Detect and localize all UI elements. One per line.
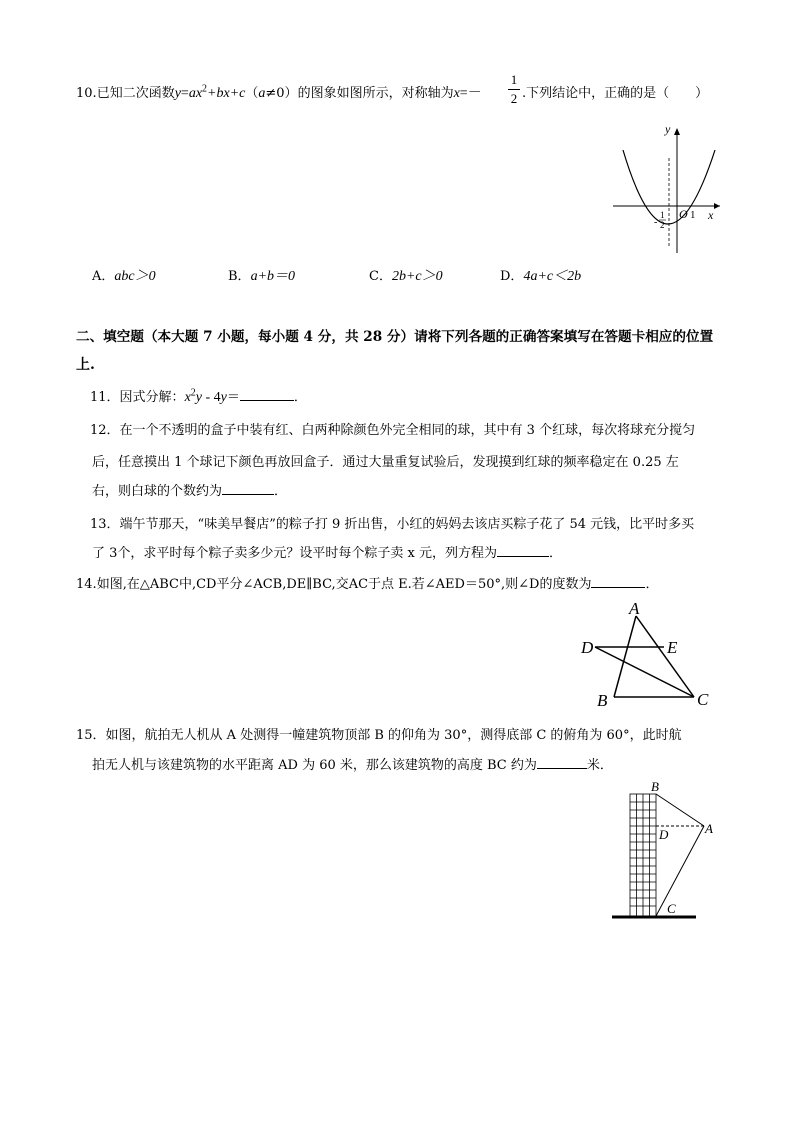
q10-option-b-label: B． xyxy=(228,269,251,284)
q13-line2 xyxy=(92,542,562,561)
q14-label-c: C xyxy=(697,690,709,709)
q10-option-c-expr: 2b+c＞0 xyxy=(391,269,443,284)
q10-option-a[interactable] xyxy=(92,265,156,285)
graph-label-half-num: 1 xyxy=(660,210,665,220)
q10-var-y: y xyxy=(174,86,181,101)
q10-sup: 2 xyxy=(202,83,208,95)
q11-sup: 2 xyxy=(190,387,196,399)
q15-answer-blank[interactable] xyxy=(537,754,587,769)
q12-answer-blank[interactable] xyxy=(222,480,274,495)
q14-label-e: E xyxy=(667,638,678,657)
segment-cd xyxy=(595,647,694,697)
x-axis-arrow-icon xyxy=(714,203,720,209)
q12-line2: 后，任意摸出 1 个球记下颜色再放回盒子．通过大量重复试验后，发现摸到红球的频率稳定在 0.25 左 xyxy=(92,455,679,470)
q11-number: 11． xyxy=(90,390,120,405)
y-axis-arrow-icon xyxy=(674,128,680,135)
q10-stem-text-a: 已知二次函数 xyxy=(96,86,175,101)
q11-answer-blank[interactable] xyxy=(240,386,294,401)
q10-option-c-label: C． xyxy=(369,269,392,284)
q10-cond-ne: ≠0） xyxy=(265,86,298,101)
q11-eq: ＝ xyxy=(226,390,240,405)
q10-var-ax: ax xyxy=(188,86,203,101)
q15-line1 xyxy=(76,724,682,743)
q12-line3-text: 右，则白球的个数约为 xyxy=(92,484,223,499)
q15-line2 xyxy=(92,754,613,773)
segment-ac xyxy=(636,616,694,697)
q15-label-b: B xyxy=(651,779,659,794)
q10-eq-rest: +bx+c xyxy=(207,86,246,101)
q14-answer-blank[interactable] xyxy=(591,573,645,588)
q15-label-c: C xyxy=(667,901,676,916)
section-2-title-cont: 上. xyxy=(76,357,95,373)
q11-var-y: y xyxy=(195,390,202,405)
q10-option-d-label: D． xyxy=(500,269,524,284)
graph-label-one: 1 xyxy=(690,209,696,221)
graph-label-minus: - xyxy=(654,217,658,228)
q14-label-a: A xyxy=(629,599,640,618)
q12-line1-text: 在一个不透明的盒子中装有红、白两种除颜色外完全相同的球，其中有 3 个红球，每次将球充分搅匀 xyxy=(119,423,696,438)
graph-label-origin: O xyxy=(679,207,688,221)
q10-frac xyxy=(508,72,520,107)
q11 xyxy=(90,386,307,406)
q10-frac-num: 1 xyxy=(510,72,518,87)
q10-option-a-label: A． xyxy=(92,269,115,284)
q15-label-d: D xyxy=(659,827,669,842)
q12-end: ． xyxy=(274,484,288,499)
q14-label-b: B xyxy=(597,691,608,710)
q13-answer-blank[interactable] xyxy=(497,542,549,557)
q13-line1-text: 端午节那天，“味美早餐店”的粽子打 9 折出售，小红的妈妈去该店买粽子花了 54 元钱，比平时多买 xyxy=(119,517,695,532)
q10-option-d[interactable] xyxy=(500,265,581,285)
q14-triangle-figure xyxy=(578,598,718,710)
q15-number: 15． xyxy=(76,728,106,743)
q11-var-y2: y xyxy=(220,390,227,405)
segment-ab xyxy=(656,794,704,826)
q10-parabola-graph xyxy=(605,118,730,258)
q14-number: 14. xyxy=(76,577,97,592)
q15-end: 米． xyxy=(586,758,613,773)
q14-end: ． xyxy=(645,577,659,592)
q10-cond-open: （ xyxy=(245,86,259,101)
q14 xyxy=(76,573,658,592)
q10-frac-den: 2 xyxy=(510,91,518,106)
q15-label-a: A xyxy=(705,821,713,836)
q12-line3 xyxy=(92,480,287,499)
q13-line2-text: 了 3个，求平时每个粽子卖多少元？设平时每个粽子卖 x 元，列方程为 xyxy=(92,546,497,561)
q10-number: 10. xyxy=(76,86,97,101)
parabola-curve xyxy=(623,150,715,224)
graph-label-y: y xyxy=(665,122,671,136)
q13-line1 xyxy=(90,513,694,532)
q10-stem-text-b: 的图象如图所示，对称轴为 xyxy=(297,86,454,101)
q10-eq: = xyxy=(180,86,189,101)
segment-ab xyxy=(614,616,636,697)
q10-option-c[interactable] xyxy=(369,265,443,285)
graph-label-x: x xyxy=(708,208,714,222)
q10-axis-eq: =－ xyxy=(459,86,482,101)
q10-stem xyxy=(76,82,482,102)
q10-option-b[interactable] xyxy=(228,265,295,285)
q15-line2-text: 拍无人机与该建筑物的水平距离 AD 为 60 米，那么该建筑物的高度 BC 约为 xyxy=(92,758,537,773)
q11-text: 因式分解： xyxy=(119,390,185,405)
q14-label-d: D xyxy=(581,638,594,657)
q10-option-b-expr: a+b＝0 xyxy=(250,269,296,284)
q13-number: 13． xyxy=(90,517,120,532)
q10-cond-a: a xyxy=(258,86,266,101)
q10-option-a-expr: abc＞0 xyxy=(114,269,156,284)
q10-option-d-expr: 4a+c＜2b xyxy=(523,269,582,284)
section-2-title: 二、填空题（本大题 7 小题，每小题 4 分，共 28 分）请将下列各题的正确答案填写在答题卡相应的位置 xyxy=(76,329,714,345)
q10-frac-bar xyxy=(508,89,520,90)
q15-building-figure xyxy=(600,778,713,928)
q14-text: 如图,在△ABC中,CD平分∠ACB,DE∥BC,交AC于点 E.若∠AED＝50°,则∠D的度数为 xyxy=(96,577,592,592)
q11-var-x: x xyxy=(184,390,191,405)
graph-label-half-den: 2 xyxy=(660,220,665,230)
q13-end: ． xyxy=(549,546,563,561)
q11-end: ． xyxy=(293,390,307,405)
q11-minus: - 4 xyxy=(202,390,221,405)
q15-line1-text: 如图，航拍无人机从 A 处测得一幢建筑物顶部 B 的仰角为 30°，测得底部 C 的俯角为 60°，此时航 xyxy=(105,728,682,743)
building-grid xyxy=(630,794,656,916)
q10-axis-x: x xyxy=(453,86,460,101)
q10-stem-text-c: .下列结论中，正确的是（ ） xyxy=(522,86,709,101)
q12-line1 xyxy=(90,419,695,438)
q12-number: 12． xyxy=(90,423,120,438)
